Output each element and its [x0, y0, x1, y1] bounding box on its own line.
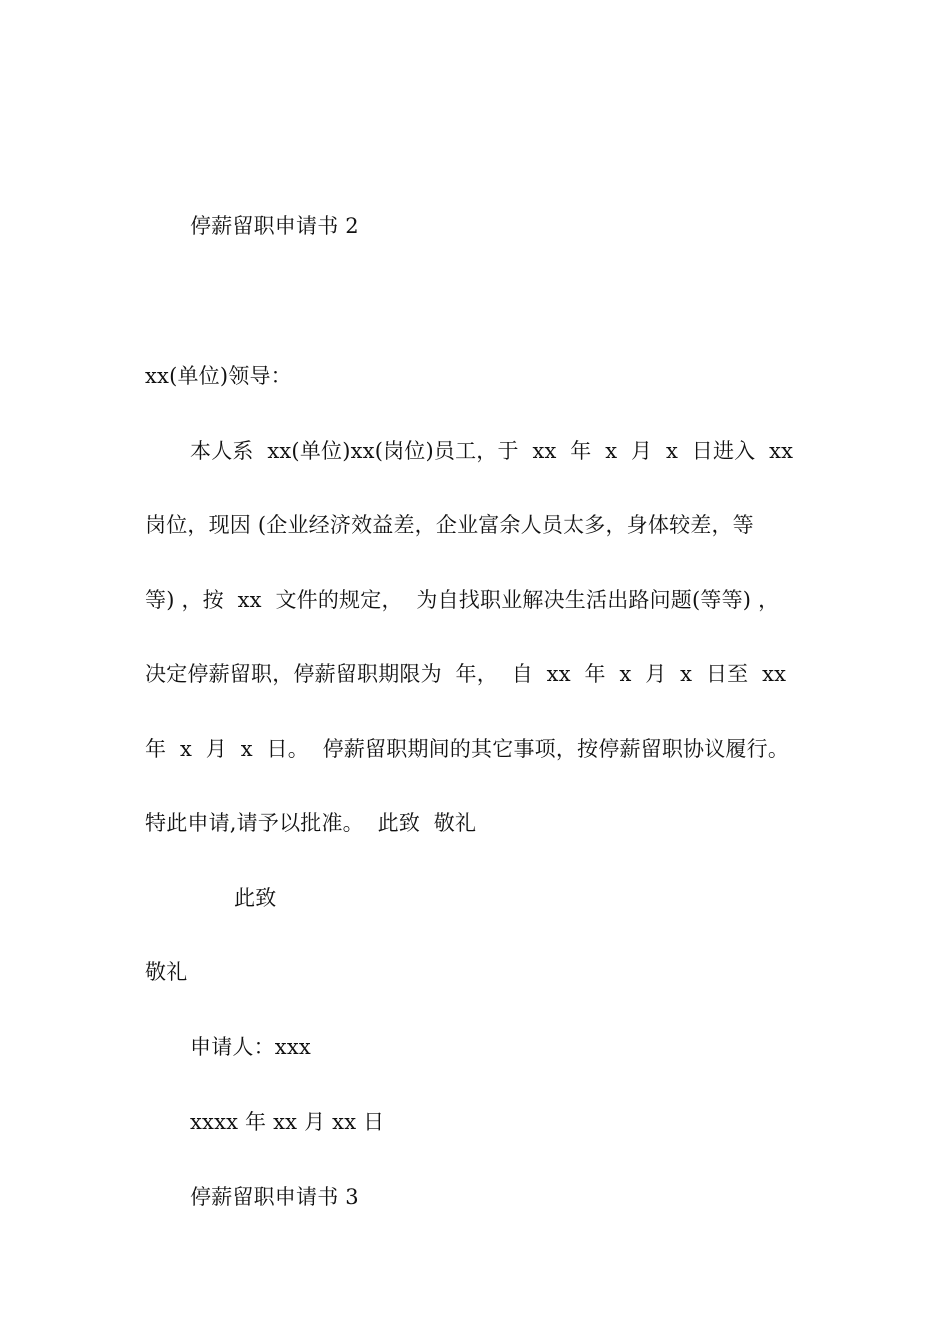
body-line-6: 特此申请,请予以批准。 此致 敬礼	[145, 811, 477, 835]
body-line-4: 决定停薪留职，停薪留职期限为 年， 自 xx 年 x 月 x 日至 xx	[145, 662, 787, 686]
salutation: xx(单位)领导：	[145, 364, 292, 388]
next-document-heading: 停薪留职申请书 3	[190, 1185, 359, 1209]
body-line-5: 年 x 月 x 日。 停薪留职期间的其它事项，按停薪留职协议履行。	[145, 737, 790, 761]
date-line: xxxx 年 xx 月 xx 日	[190, 1110, 385, 1134]
document-heading: 停薪留职申请书 2	[190, 214, 359, 238]
body-line-3: 等) ，按 xx 文件的规定， 为自找职业解决生活出路问题(等等) ，	[145, 588, 780, 612]
closing-jingli: 敬礼	[145, 960, 188, 984]
closing-cizhi: 此致	[234, 886, 277, 910]
body-line-1: 本人系 xx(单位)xx(岗位)员工，于 xx 年 x 月 x 日进入 xx	[190, 439, 794, 463]
applicant-line: 申请人：xxx	[190, 1035, 311, 1059]
body-line-2: 岗位，现因 (企业经济效益差，企业富余人员太多，身体较差，等	[145, 513, 754, 537]
